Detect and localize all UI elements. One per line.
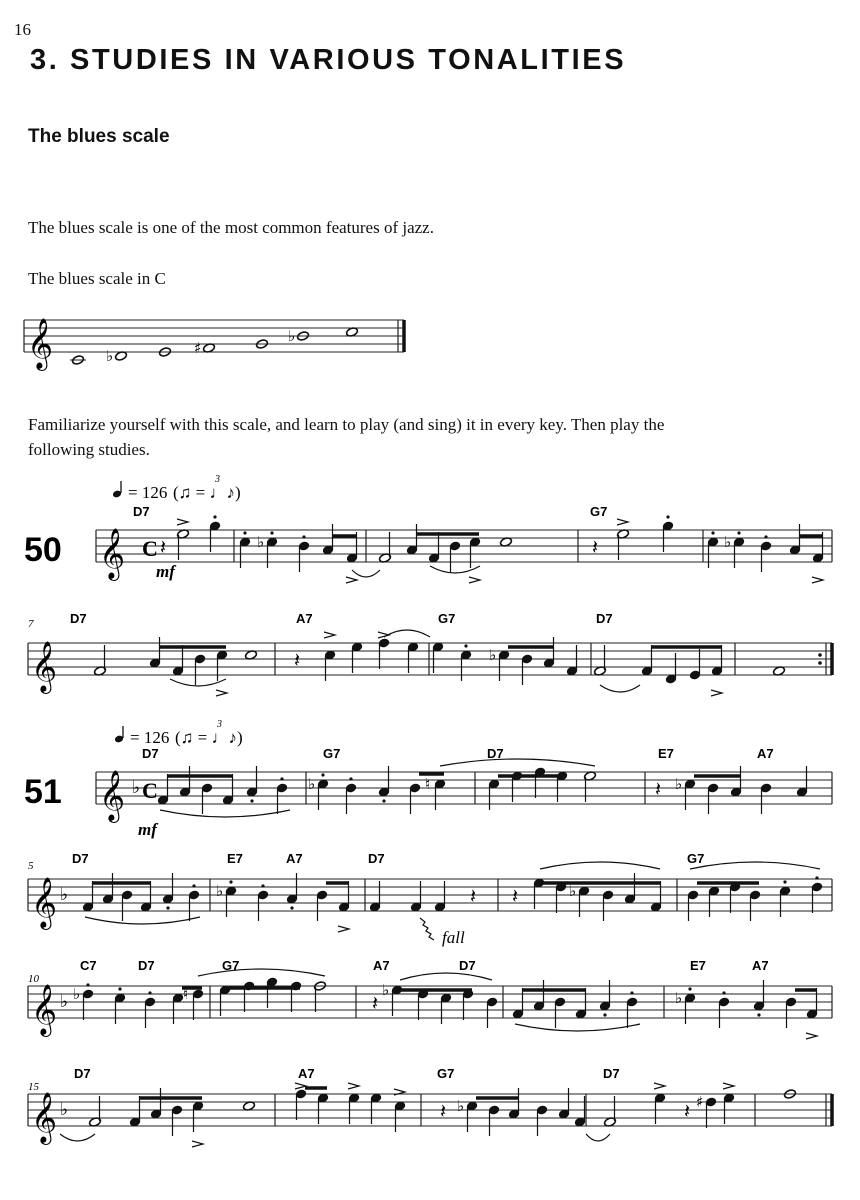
measure-number-5: 5 <box>28 860 34 872</box>
scale-note-Eb <box>106 347 127 365</box>
staccato-dot <box>166 906 169 909</box>
staccato-dot <box>349 777 352 780</box>
note <box>369 881 380 912</box>
chord-A7: A7 <box>757 746 774 761</box>
page-number: 16 <box>14 20 31 39</box>
chord-D7: D7 <box>70 611 87 626</box>
accent-mark <box>711 690 722 696</box>
note <box>536 1105 547 1136</box>
note <box>584 771 597 802</box>
note <box>650 881 661 912</box>
accidental: ♭ <box>489 646 497 664</box>
staccato-dot <box>270 531 273 534</box>
note <box>410 881 421 912</box>
accent-mark <box>295 1083 306 1089</box>
chord-C7: C7 <box>80 958 97 973</box>
staccato-dot <box>688 987 691 990</box>
note <box>351 642 362 673</box>
accent-mark <box>617 519 628 525</box>
note <box>140 881 151 912</box>
chord-G7: G7 <box>323 746 341 761</box>
scale-note-C <box>70 355 86 366</box>
chord-D7: D7 <box>603 1066 620 1081</box>
chord-E7: E7 <box>690 958 706 973</box>
note <box>314 981 327 1012</box>
note <box>346 532 358 583</box>
note <box>171 1105 182 1136</box>
note <box>604 1096 617 1127</box>
staccato-dot <box>302 535 305 538</box>
slur <box>540 862 660 869</box>
slur <box>160 810 290 817</box>
chord-E7: E7 <box>658 746 674 761</box>
note <box>150 1088 161 1119</box>
svg-text:3: 3 <box>215 474 220 485</box>
treble-clef-icon: 𝄞 <box>99 528 126 579</box>
scale-caption: The blues scale in C <box>28 269 166 288</box>
measure-number-15: 15 <box>28 1081 39 1093</box>
chord-D7: D7 <box>142 746 159 761</box>
note <box>749 890 760 921</box>
note <box>407 642 418 673</box>
note <box>488 1105 499 1136</box>
staccato-dot <box>280 777 283 780</box>
note <box>486 997 497 1028</box>
note <box>322 524 333 555</box>
note <box>162 873 173 910</box>
slur <box>690 862 820 869</box>
note <box>753 980 764 1017</box>
staccato-dot <box>464 644 467 647</box>
note <box>257 531 278 568</box>
accidental: ♭ <box>569 882 577 900</box>
note <box>409 783 420 814</box>
chapter-title: 3. STUDIES IN VARIOUS TONALITIES <box>30 44 627 76</box>
accidental: ♯ <box>194 339 202 357</box>
note <box>730 766 741 797</box>
note <box>102 873 113 904</box>
chord-D7: D7 <box>74 1066 91 1081</box>
note <box>707 531 718 568</box>
slur <box>515 1024 640 1031</box>
section-title: The blues scale <box>28 126 170 147</box>
note <box>675 987 696 1024</box>
note <box>317 1093 328 1124</box>
chord-D7: D7 <box>72 851 89 866</box>
note <box>789 524 800 555</box>
accidental: ♭ <box>288 327 296 345</box>
key-signature-flat: ♭ <box>132 778 141 798</box>
accent-mark <box>216 690 227 696</box>
note <box>428 532 439 563</box>
intro-paragraph: The blues scale is one of the most common features of jazz. <box>28 218 434 237</box>
dynamic-50: mf <box>156 562 175 581</box>
accidental: ♭ <box>216 882 224 900</box>
accidental: ♭ <box>457 1097 465 1115</box>
note <box>192 1101 204 1147</box>
note <box>370 1093 381 1124</box>
slur <box>60 1134 95 1141</box>
slur <box>430 566 480 573</box>
key-signature-flat: ♭ <box>60 885 69 905</box>
note <box>554 997 565 1028</box>
staccato-dot <box>261 884 264 887</box>
accent-mark <box>338 926 349 932</box>
chord-G7: G7 <box>438 611 456 626</box>
rest: 𝄽 <box>440 1099 447 1123</box>
note <box>246 766 257 803</box>
note <box>338 881 350 932</box>
note <box>194 654 205 685</box>
chord-G7: G7 <box>687 851 705 866</box>
accent-mark <box>806 1033 817 1039</box>
staccato-dot <box>815 876 818 879</box>
chord-A7: A7 <box>286 851 303 866</box>
note <box>216 650 228 696</box>
staccato-dot <box>290 906 293 909</box>
note <box>462 989 473 1020</box>
note <box>708 886 719 917</box>
note <box>534 767 545 798</box>
note <box>558 1088 569 1119</box>
slur <box>440 759 595 766</box>
rest: 𝄽 <box>160 535 167 559</box>
instructions-paragraph: Familiarize yourself with this scale, and learn to play (and sing) it in every key. Then play the following studies. <box>28 415 665 459</box>
measure-number-10: 10 <box>28 973 39 985</box>
note <box>216 880 237 917</box>
note <box>82 881 93 912</box>
staff-50-system-1 <box>96 528 832 581</box>
note <box>488 779 499 810</box>
staccato-dot <box>737 531 740 534</box>
staccato-dot <box>711 531 714 534</box>
note <box>760 783 771 814</box>
time-signature-50: C <box>142 536 158 561</box>
note <box>89 1096 102 1127</box>
note <box>94 645 107 676</box>
staff-51-system-1 <box>96 770 832 823</box>
note <box>266 977 277 1008</box>
chord-A7: A7 <box>298 1066 315 1081</box>
treble-clef-icon: 𝄞 <box>31 641 58 692</box>
staccato-dot <box>192 884 195 887</box>
chord-A7: A7 <box>296 611 313 626</box>
note <box>575 988 586 1019</box>
chord-A7: A7 <box>373 958 390 973</box>
dynamic-51: mf <box>138 820 157 839</box>
chord-D7: D7 <box>133 504 150 519</box>
accidental: ♭ <box>675 989 683 1007</box>
note <box>508 1088 519 1119</box>
note <box>290 981 301 1012</box>
chord-G7: G7 <box>437 1066 455 1081</box>
note <box>594 645 607 676</box>
note <box>724 531 745 568</box>
note <box>286 873 297 910</box>
note <box>687 890 698 921</box>
staccato-dot <box>213 515 216 518</box>
staccato-dot <box>603 1013 606 1016</box>
slur <box>85 917 200 924</box>
accent-mark <box>177 519 188 525</box>
accidental: ♮ <box>425 775 431 793</box>
note <box>729 882 740 913</box>
note <box>209 515 220 552</box>
scale-note-F# <box>194 339 215 357</box>
note <box>406 524 417 555</box>
note <box>689 649 700 680</box>
slur <box>600 685 640 692</box>
note <box>512 988 523 1019</box>
note <box>533 980 544 1011</box>
note <box>129 1096 140 1127</box>
slur <box>586 1134 610 1141</box>
rest: 𝄽 <box>372 991 379 1015</box>
staccato-dot <box>321 773 324 776</box>
staccato-dot <box>764 535 767 538</box>
note <box>434 881 445 912</box>
key-signature-flat: ♭ <box>60 992 69 1012</box>
treble-clef-icon: 𝄞 <box>27 318 54 369</box>
tempo-marking-50 <box>112 474 241 502</box>
accidental: ♭ <box>308 775 316 793</box>
note <box>149 637 160 668</box>
staccato-dot <box>783 880 786 883</box>
rest: 𝄽 <box>512 884 519 908</box>
treble-clef-icon: 𝄞 <box>31 1092 58 1143</box>
note <box>417 989 428 1020</box>
slur <box>400 973 492 980</box>
chord-D7: D7 <box>487 746 504 761</box>
staff-50-system-2 <box>28 641 832 694</box>
fall-marking: fall <box>442 928 465 947</box>
note <box>711 645 723 696</box>
svg-text:3: 3 <box>217 719 222 730</box>
study-number-50: 50 <box>24 531 62 569</box>
staccato-dot <box>243 531 246 534</box>
note <box>812 532 824 583</box>
accent-mark <box>324 632 335 638</box>
note <box>121 890 132 921</box>
staff-51-system-3 <box>28 984 832 1037</box>
tempo-50: = 126 <box>128 483 168 502</box>
note <box>574 1096 585 1127</box>
accidental: ♯ <box>696 1093 704 1111</box>
rest: 𝄽 <box>294 648 301 672</box>
note <box>624 873 635 904</box>
note <box>779 880 790 917</box>
note <box>316 890 327 921</box>
rest: 𝄽 <box>470 884 477 908</box>
chord-G7: G7 <box>222 958 240 973</box>
slur <box>352 570 380 577</box>
note <box>440 993 451 1024</box>
treble-clef-icon: 𝄞 <box>99 770 126 821</box>
svg-text:(♫ = ♩♪): (♫ = ♩♪) <box>175 728 243 747</box>
key-signature-flat: ♭ <box>60 1100 69 1120</box>
chord-D7: D7 <box>459 958 476 973</box>
accidental: ♭ <box>724 533 732 551</box>
svg-text:(♫ = ♩♪): (♫ = ♩♪) <box>173 483 241 502</box>
time-signature-51: C <box>142 778 158 803</box>
note <box>239 531 250 568</box>
accent-mark <box>469 577 480 583</box>
note <box>469 537 481 583</box>
staccato-dot <box>722 991 725 994</box>
measure-number-7: 7 <box>28 618 34 630</box>
note <box>201 783 212 814</box>
rest: 𝄽 <box>655 777 662 801</box>
note <box>222 774 233 805</box>
note <box>308 773 329 810</box>
note <box>785 997 796 1028</box>
accidental: ♭ <box>675 775 683 793</box>
chord-G7: G7 <box>590 504 608 519</box>
accent-mark <box>654 1083 665 1089</box>
staccato-dot <box>757 1013 760 1016</box>
note <box>641 645 652 676</box>
accidental: ♭ <box>73 985 81 1003</box>
fall-squiggle <box>420 918 434 940</box>
note <box>179 766 190 797</box>
chord-A7: A7 <box>752 958 769 973</box>
note <box>432 642 443 673</box>
note <box>324 632 336 681</box>
accent-mark <box>346 577 357 583</box>
note <box>806 988 818 1039</box>
rest: 𝄽 <box>592 535 599 559</box>
staccato-dot <box>630 991 633 994</box>
accent-mark <box>812 577 823 583</box>
treble-clef-icon: 𝄞 <box>31 877 58 928</box>
staccato-dot <box>382 799 385 802</box>
note <box>796 766 807 797</box>
note <box>566 645 577 676</box>
staccato-dot <box>148 991 151 994</box>
accent-mark <box>192 1141 203 1147</box>
note <box>460 644 471 681</box>
note <box>662 515 673 552</box>
staccato-dot <box>86 983 89 986</box>
note <box>602 890 613 921</box>
rest: 𝄽 <box>684 1099 691 1123</box>
accent-mark <box>723 1083 734 1089</box>
staccato-dot <box>118 987 121 990</box>
note <box>449 541 460 572</box>
note <box>665 653 676 684</box>
chord-E7: E7 <box>227 851 243 866</box>
note <box>707 783 718 814</box>
note <box>172 645 183 676</box>
slur <box>198 969 325 976</box>
staccato-dot <box>250 799 253 802</box>
chord-D7: D7 <box>596 611 613 626</box>
accidental: ♭ <box>257 533 265 551</box>
accent-mark <box>348 1083 359 1089</box>
slur <box>384 630 430 637</box>
note <box>378 766 389 803</box>
accidental: ♭ <box>106 347 114 365</box>
tempo-51: = 126 <box>130 728 170 747</box>
chord-D7: D7 <box>368 851 385 866</box>
note <box>243 981 254 1012</box>
note <box>521 654 532 685</box>
accidental: ♮ <box>183 985 189 1003</box>
note <box>379 532 392 563</box>
treble-clef-icon: 𝄞 <box>31 984 58 1035</box>
chord-D7: D7 <box>138 958 155 973</box>
note <box>599 980 610 1017</box>
note <box>114 987 125 1024</box>
note <box>555 882 566 913</box>
tempo-marking-51 <box>114 719 243 747</box>
staccato-dot <box>666 515 669 518</box>
staccato-dot <box>229 880 232 883</box>
accidental: ♭ <box>382 981 390 999</box>
study-number-51: 51 <box>24 773 62 811</box>
note <box>157 774 168 805</box>
note <box>543 637 554 668</box>
